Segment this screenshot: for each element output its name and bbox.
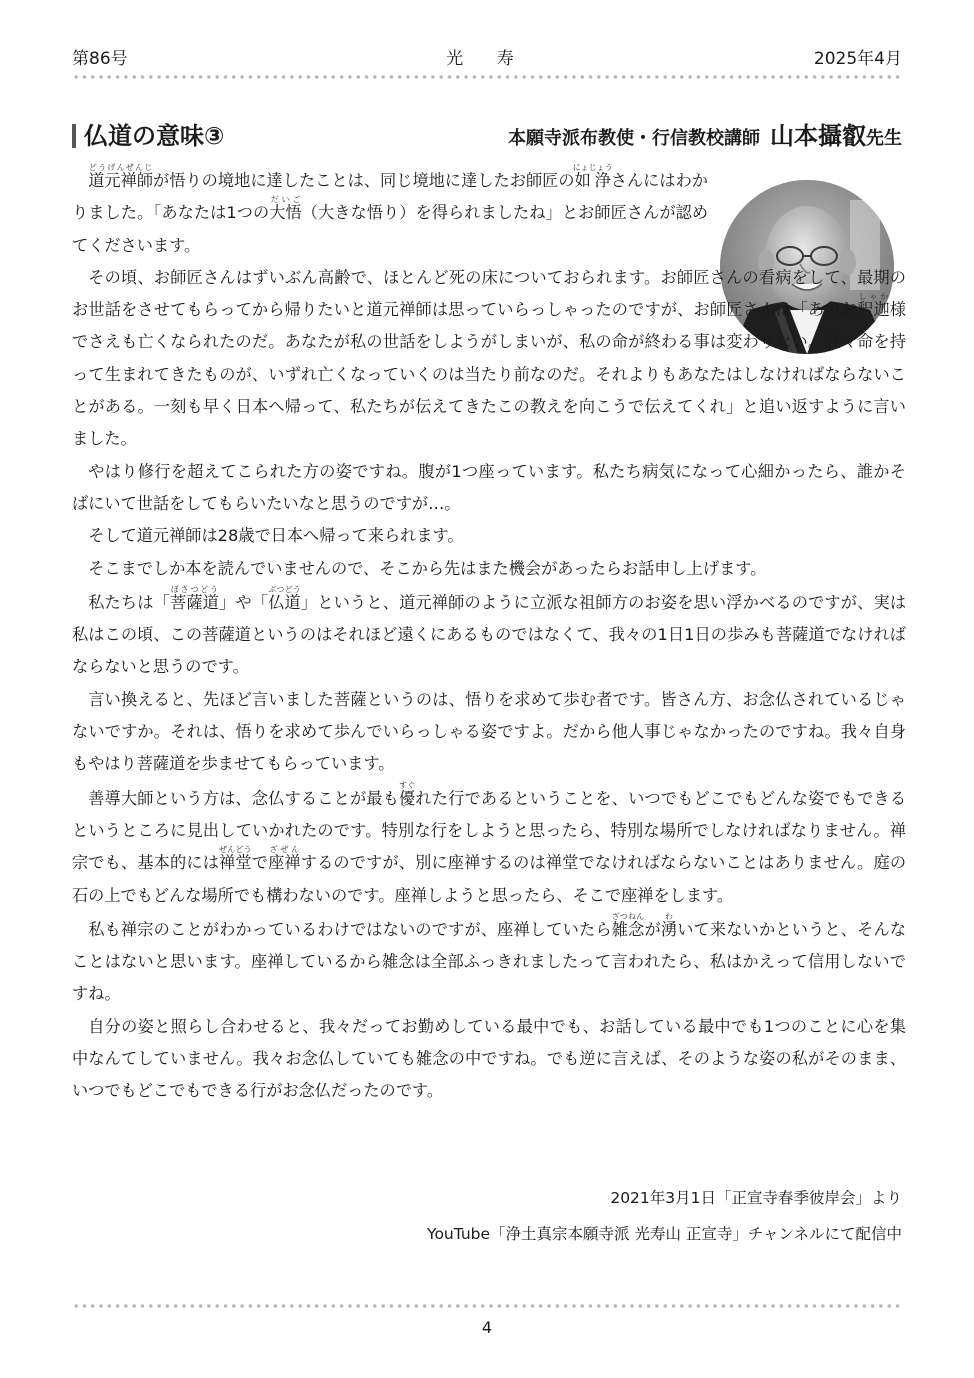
paragraph-4: そして道元禅師は28歳で日本へ帰って来られます。 xyxy=(88,526,464,546)
issue-number: 第86号 xyxy=(72,49,128,69)
paragraph-1: 道元禅師どうげんぜんじが悟りの境地に達したことは、同じ境地に達したお師匠の如浄にょじょうさんにはわかりました。「あなたは1つの大悟だいご（大きな悟り）を得られましたね」とお師匠さんが認めてくださいます。 xyxy=(72,163,709,255)
youtube-note: YouTube「浄土真宗本願寺派 光寿山 正宣寺」チャンネルにて配信中 xyxy=(427,1225,902,1243)
ruby-nyojo: 如浄にょじょう xyxy=(572,163,613,190)
ruby-dogen-zenji: 道元禅師どうげんぜんじ xyxy=(88,163,154,190)
article-title: 仏道の意味③ xyxy=(84,122,225,150)
author-name: 山本攝叡 xyxy=(770,122,866,150)
publication-name: 光 寿 xyxy=(446,49,528,69)
article-body xyxy=(72,163,906,1108)
paragraph-6: 私たちは「菩薩道ぼさつどう」や「仏道ぶつどう」というと、道元禅師のように立派な祖師方のお姿を思い浮かべるのですが、実は私はこの頃、この菩薩道というのはそれほど遠くにあるものではなくて、我々の1日1日の歩みも菩薩道でなければならないと思うのです。 xyxy=(72,584,907,677)
ruby-butsudo: 仏道ぶつどう xyxy=(268,584,301,612)
paragraph-7: 言い換えると、先ほど言いました菩薩というのは、悟りを求めて歩む者です。皆さん方、お念仏されているじゃないですか。それは、悟りを求めて歩んでいらっしゃる姿ですよ。だから他人事じゃなかったのですね。我々自身もやはり菩薩道を歩ませてもらっています。 xyxy=(72,689,906,774)
ruby-zatsunen: 雑念ざつねん xyxy=(611,911,645,939)
ruby-shaka: 釈迦しゃか xyxy=(857,292,890,320)
paragraph-8: 善導大師という方は、念仏することが最も優すぐれた行であるということを、いつでもどこでもどんな姿でもできるというところに見出していかれたのです。特別な行をしようと思ったら、特別な場所でしなければなりません。禅宗でも、基本的には禅堂ぜんどうで座禅ざぜんするのですが、別に座禅するのは禅堂でなければならないことはありません。庭の石の上でもどんな場所でも構わないのです。座禅しようと思ったら、そこで座禅をします。 xyxy=(72,780,907,905)
header-divider xyxy=(72,74,902,80)
paragraph-10: 自分の姿と照らし合わせると、我々だってお勤めしている最中でも、お話している最中でも1つのことに心を集中なんてしていません。我々お念仏していても雑念の中ですね。でも逆に言えば、そのような姿の私がそのまま、いつでもどこでもできる行がお念仏だったのです。 xyxy=(72,1016,906,1101)
issue-date: 2025年4月 xyxy=(813,49,902,69)
ruby-daigo: 大悟だいご xyxy=(269,195,302,223)
ruby-waku: 湧わ xyxy=(660,911,678,939)
title-marker xyxy=(72,124,76,148)
author-honorific: 先生 xyxy=(866,128,902,149)
author-role: 本願寺派布教使・行信教校講師 xyxy=(508,128,760,149)
footer-divider xyxy=(72,1303,902,1309)
article-heading xyxy=(72,118,902,158)
page-number: 4 xyxy=(481,1318,493,1337)
ruby-zendo: 禅堂ぜんどう xyxy=(219,845,252,873)
paragraph-2: その頃、お師匠さんはずいぶん高齢で、ほとんど死の床についておられます。お師匠さんの看病をして、最期のお世話をさせてもらってから帰りたいと道元禅師は思っていらっしゃったのですが、お師匠さんは「あのお釈迦しゃか様でさえも亡くなられたのだ。あなたが私の世話をしようがしまいが、私の命が終わる事は変わりない。我々命を持って生まれてきたものが、いずれ亡くなっていくのは当たり前なのだ。それよりもあなたはしなければならないことがある。一刻も早く日本へ帰って、私たちが伝えてきたこの教えを向こうで伝えてくれ」と追い返すように言いました。 xyxy=(72,267,907,449)
ruby-zazen: 座禅ざぜん xyxy=(268,845,301,873)
paragraph-5: そこまでしか本を読んでいませんので、そこから先はまた機会があったらお話申し上げます。 xyxy=(88,558,767,578)
page-header xyxy=(72,44,902,72)
paragraph-3: やはり修行を超えてこられた方の姿ですね。腹が1つ座っています。私たち病気になって心細かったら、誰かそばにいて世話をしてもらいたいなと思うのですが…。 xyxy=(72,461,906,513)
ruby-sugu: 優すぐ xyxy=(399,780,416,808)
author-line xyxy=(508,118,902,157)
paragraph-9: 私も禅宗のことがわかっているわけではないのですが、座禅していたら雑念ざつねんが湧わいて来ないかというと、そんなことはないと思います。座禅しているから雑念は全部ふっきれましたって言われたら、私はかえって信用しないですね。 xyxy=(72,911,907,1004)
source-note: 2021年3月1日「正宣寺春季彼岸会」より xyxy=(610,1189,902,1207)
ruby-bosatsudo: 菩薩道ぼさつどう xyxy=(170,584,220,612)
